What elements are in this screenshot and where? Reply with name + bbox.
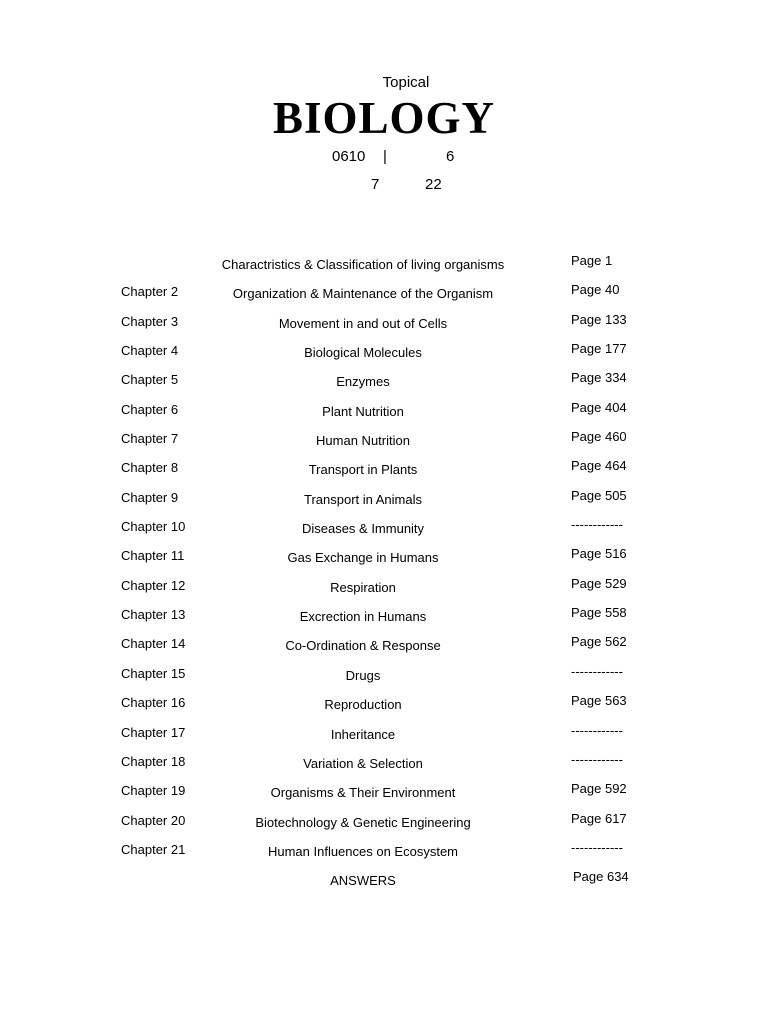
toc-chapter-label: Chapter 7 <box>121 431 179 447</box>
toc-chapter-label: Chapter 10 <box>121 519 186 535</box>
syllabus-code: 0610 <box>332 148 366 165</box>
toc-chapter-label: Chapter 3 <box>121 313 179 329</box>
toc-topic: Biotechnology & Genetic Engineering <box>255 814 471 830</box>
toc-topic: ANSWERS <box>330 873 396 889</box>
toc-row <box>0 516 768 545</box>
toc-chapter-label: Chapter 2 <box>121 284 179 300</box>
toc-chapter-label: Chapter 14 <box>121 636 186 652</box>
toc-page-number: Page 505 <box>571 487 627 503</box>
toc-page-number: Page 562 <box>571 634 627 650</box>
toc-row <box>0 369 768 398</box>
toc-topic: Biological Molecules <box>304 345 422 361</box>
subtitle: Topical <box>382 74 430 91</box>
toc-row <box>0 281 768 310</box>
toc-page-number: Page 634 <box>573 869 629 885</box>
toc-topic: Reproduction <box>324 697 402 713</box>
toc-chapter-label: Chapter 19 <box>121 783 186 799</box>
toc-topic: Plant Nutrition <box>322 403 404 419</box>
toc-row <box>0 252 768 281</box>
toc-row <box>0 457 768 486</box>
toc-row <box>0 810 768 839</box>
toc-page-number: Page 617 <box>571 810 627 826</box>
toc-page-number: ------------ <box>571 517 623 533</box>
toc-row <box>0 545 768 574</box>
toc-chapter-label: Chapter 15 <box>121 665 186 681</box>
toc-chapter-label: Chapter 8 <box>121 460 179 476</box>
toc-topic: Transport in Animals <box>303 491 422 507</box>
toc-page-number: Page 464 <box>571 458 627 474</box>
toc-page-number: Page 558 <box>571 605 627 621</box>
toc-chapter-label: Chapter 21 <box>121 841 186 857</box>
toc-chapter-label: Chapter 13 <box>121 607 186 623</box>
page-title: BIOLOGY <box>272 93 496 143</box>
table-of-contents <box>0 252 768 898</box>
toc-row <box>0 722 768 751</box>
toc-page-number: Page 177 <box>571 341 627 357</box>
toc-row <box>0 751 768 780</box>
toc-topic: Inheritance <box>330 726 396 742</box>
toc-topic: Co-Ordination & Response <box>285 638 441 654</box>
toc-page-number: Page 563 <box>571 693 627 709</box>
toc-page-number: Page 592 <box>571 781 627 797</box>
toc-row <box>0 604 768 633</box>
toc-chapter-label: Chapter 16 <box>121 695 186 711</box>
toc-chapter-label: Chapter 5 <box>121 372 179 388</box>
toc-page-number: Page 1 <box>571 253 613 268</box>
toc-topic: Movement in and out of Cells <box>278 315 448 331</box>
toc-topic: Excrection in Humans <box>299 609 427 625</box>
toc-chapter-label: Chapter 9 <box>121 489 179 505</box>
toc-topic: Variation & Selection <box>303 755 423 771</box>
toc-topic: Human Influences on Ecosystem <box>267 843 459 859</box>
toc-topic: Respiration <box>330 579 396 595</box>
toc-topic: Charactristics & Classification of living organisms <box>221 257 505 272</box>
toc-chapter-label: Chapter 4 <box>121 343 179 359</box>
toc-page-number: ------------ <box>571 751 623 767</box>
toc-page-number: Page 133 <box>571 311 627 327</box>
toc-row <box>0 839 768 868</box>
toc-page-number: Page 404 <box>571 399 627 415</box>
toc-chapter-label: Chapter 6 <box>121 401 179 417</box>
toc-topic: Enzymes <box>336 374 390 390</box>
toc-row <box>0 663 768 692</box>
toc-page-number: Page 529 <box>571 575 627 591</box>
toc-chapter-label: Chapter 18 <box>121 753 186 769</box>
toc-page-number: ------------ <box>571 722 623 738</box>
toc-topic: Organisms & Their Environment <box>270 785 456 801</box>
toc-row <box>0 692 768 721</box>
separator: | <box>383 148 387 165</box>
toc-topic: Gas Exchange in Humans <box>287 550 439 566</box>
toc-topic: Human Nutrition <box>316 433 410 449</box>
meta-value-a: 6 <box>446 148 455 165</box>
toc-page-number: ------------ <box>571 663 623 679</box>
toc-row <box>0 575 768 604</box>
toc-page-number: Page 516 <box>571 546 627 562</box>
toc-topic: Drugs <box>345 667 381 683</box>
toc-chapter-label: Chapter 20 <box>121 812 186 828</box>
toc-row <box>0 340 768 369</box>
toc-row <box>0 868 768 897</box>
toc-row <box>0 311 768 340</box>
toc-page-number: Page 334 <box>571 370 627 386</box>
toc-topic: Diseases & Immunity <box>301 521 425 537</box>
toc-chapter-label: Chapter 11 <box>121 548 185 564</box>
toc-row <box>0 487 768 516</box>
toc-page-number: Page 40 <box>571 282 620 298</box>
toc-row <box>0 428 768 457</box>
toc-topic: Organization & Maintenance of the Organism <box>232 286 494 302</box>
toc-row <box>0 633 768 662</box>
toc-chapter-label: Chapter 12 <box>121 577 186 593</box>
toc-topic: Transport in Plants <box>308 462 418 478</box>
toc-page-number: Page 460 <box>571 429 627 445</box>
toc-row <box>0 780 768 809</box>
toc-row <box>0 399 768 428</box>
meta-value-c: 22 <box>425 176 442 193</box>
toc-chapter-label: Chapter 17 <box>121 724 186 740</box>
toc-page-number: ------------ <box>571 839 623 855</box>
meta-value-b: 7 <box>371 176 380 193</box>
